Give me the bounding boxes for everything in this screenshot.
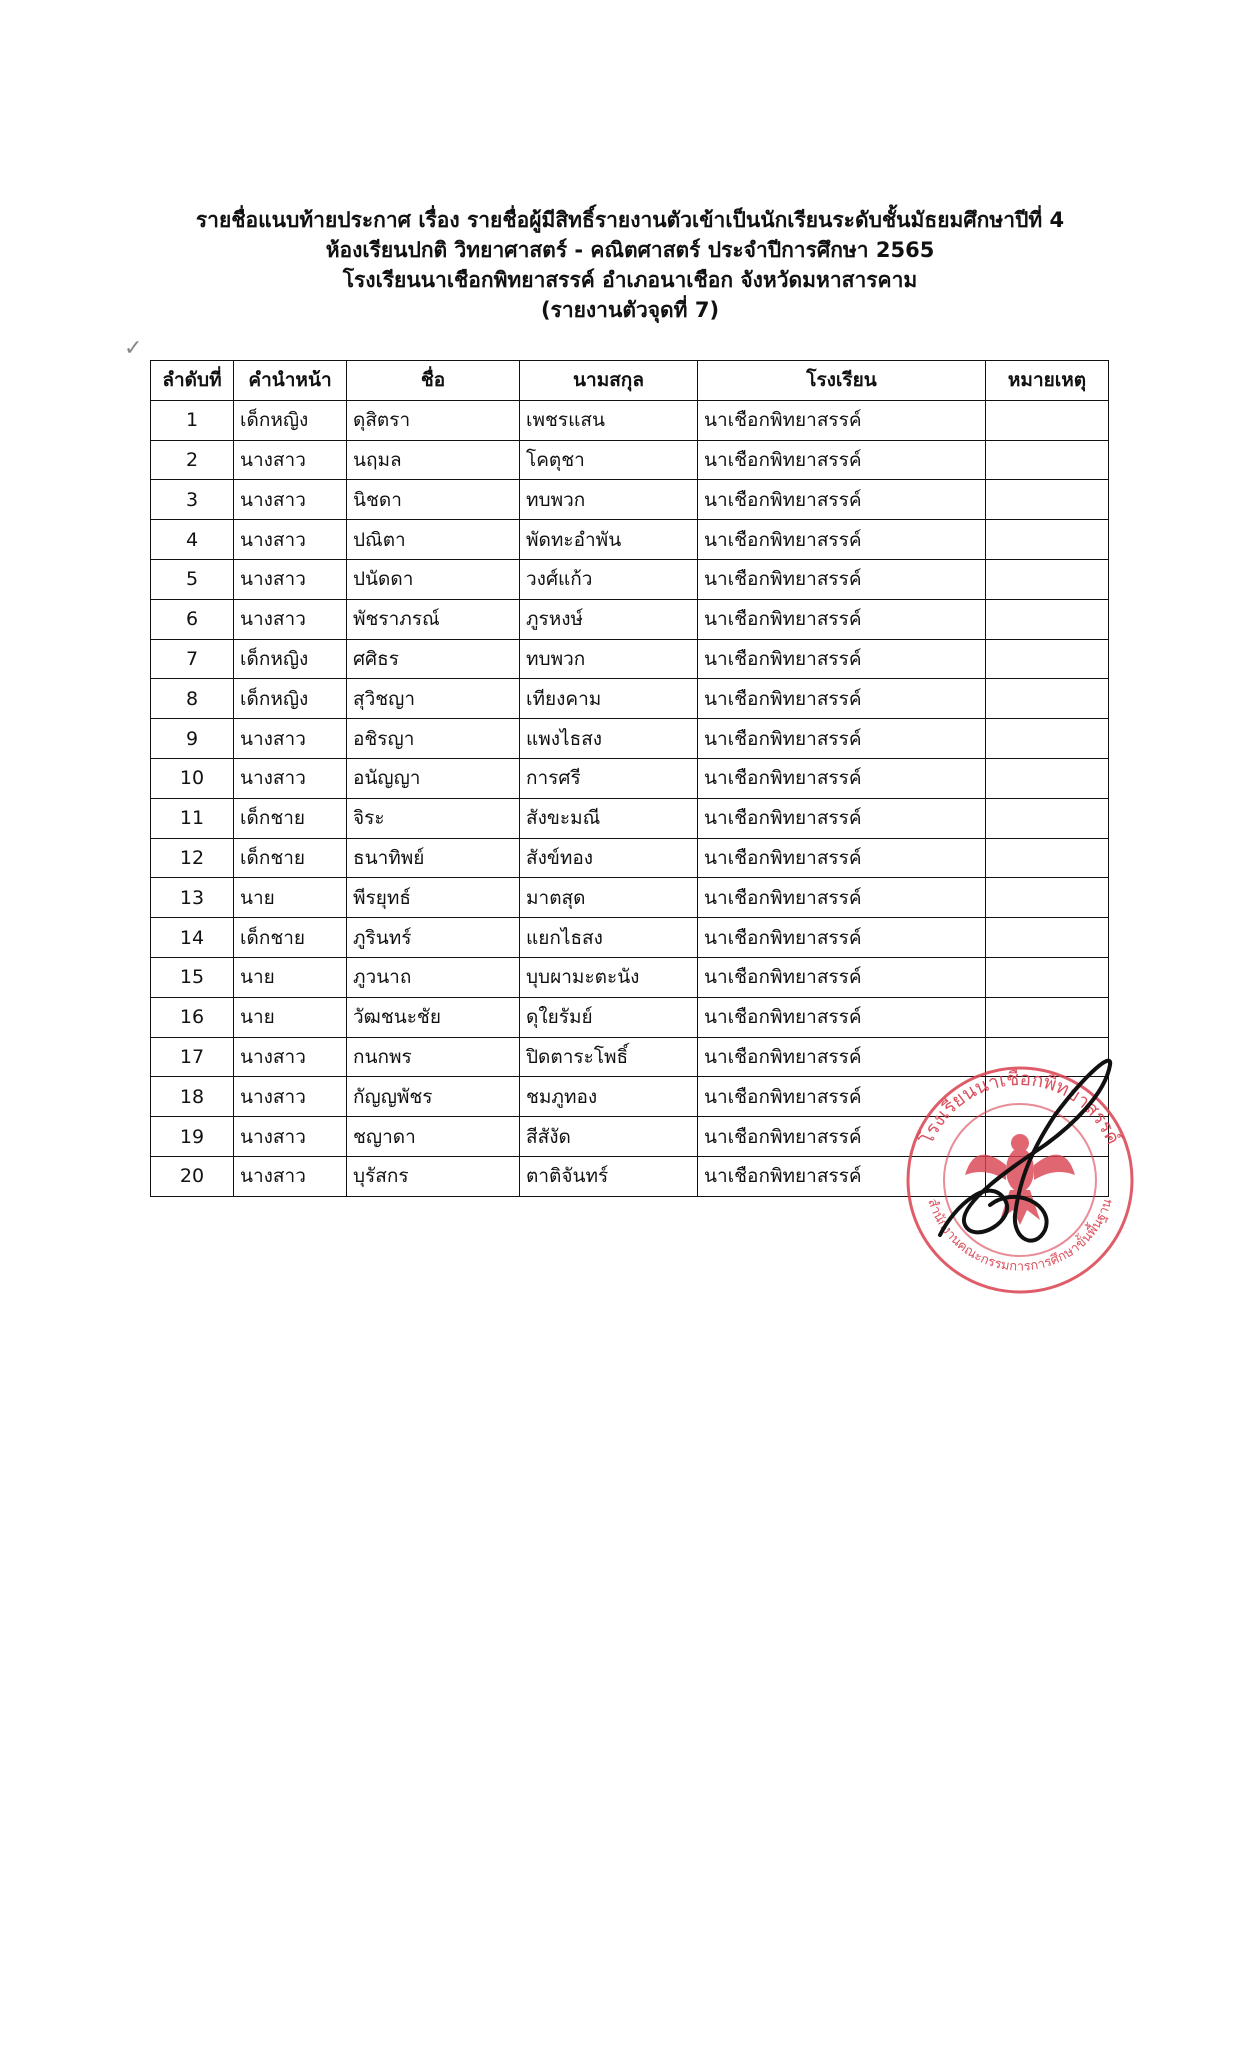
cell-school: นาเชือกพิทยาสรรค์: [698, 520, 986, 560]
cell-surname: ทบพวก: [520, 639, 698, 679]
cell-school: นาเชือกพิทยาสรรค์: [698, 1117, 986, 1157]
cell-surname: เทียงคาม: [520, 679, 698, 719]
table-row: [151, 599, 1109, 639]
table-row: [151, 400, 1109, 440]
cell-surname: ทบพวก: [520, 480, 698, 520]
cell-remark: [986, 679, 1109, 719]
cell-prefix: เด็กหญิง: [234, 679, 347, 719]
garuda-emblem-icon: [965, 1134, 1075, 1225]
cell-prefix: นางสาว: [234, 559, 347, 599]
table-row: [151, 559, 1109, 599]
cell-firstname: ธนาทิพย์: [347, 838, 520, 878]
table-row: [151, 639, 1109, 679]
table-row: [151, 520, 1109, 560]
cell-remark: [986, 559, 1109, 599]
cell-order: 12: [151, 838, 234, 878]
cell-school: นาเชือกพิทยาสรรค์: [698, 997, 986, 1037]
cell-surname: เพชรแสน: [520, 400, 698, 440]
cell-remark: [986, 798, 1109, 838]
cell-surname: แพงไธสง: [520, 719, 698, 759]
col-header-school: โรงเรียน: [698, 361, 986, 401]
cell-surname: บุบผามะตะนัง: [520, 957, 698, 997]
table-row: [151, 918, 1109, 958]
cell-surname: มาตสุด: [520, 878, 698, 918]
cell-surname: วงศ์แก้ว: [520, 559, 698, 599]
cell-school: นาเชือกพิทยาสรรค์: [698, 559, 986, 599]
cell-prefix: นาย: [234, 957, 347, 997]
cell-firstname: ศศิธร: [347, 639, 520, 679]
cell-firstname: ชญาดา: [347, 1117, 520, 1157]
cell-order: 17: [151, 1037, 234, 1077]
cell-order: 18: [151, 1077, 234, 1117]
cell-prefix: นางสาว: [234, 480, 347, 520]
cell-school: นาเชือกพิทยาสรรค์: [698, 957, 986, 997]
cell-firstname: บุรัสกร: [347, 1156, 520, 1196]
cell-prefix: เด็กหญิง: [234, 639, 347, 679]
cell-firstname: พัชราภรณ์: [347, 599, 520, 639]
cell-remark: [986, 838, 1109, 878]
cell-remark: [986, 997, 1109, 1037]
cell-order: 10: [151, 758, 234, 798]
col-header-order: ลำดับที่: [151, 361, 234, 401]
cell-firstname: กัญญพัชร: [347, 1077, 520, 1117]
cell-prefix: นางสาว: [234, 440, 347, 480]
cell-surname: สังข์ทอง: [520, 838, 698, 878]
cell-order: 8: [151, 679, 234, 719]
cell-remark: [986, 480, 1109, 520]
cell-surname: สังขะมณี: [520, 798, 698, 838]
heading-line-3: โรงเรียนนาเชือกพิทยาสรรค์ อำเภอนาเชือก จังหวัดมหาสารคาม: [342, 268, 918, 292]
cell-order: 4: [151, 520, 234, 560]
cell-school: นาเชือกพิทยาสรรค์: [698, 599, 986, 639]
cell-firstname: ภูวนาถ: [347, 957, 520, 997]
cell-firstname: ภูรินทร์: [347, 918, 520, 958]
cell-firstname: กนกพร: [347, 1037, 520, 1077]
cell-surname: ตาติจันทร์: [520, 1156, 698, 1196]
cell-remark: [986, 719, 1109, 759]
cell-firstname: อนัญญา: [347, 758, 520, 798]
table-row: [151, 997, 1109, 1037]
table-header-row: [151, 361, 1109, 401]
cell-firstname: วัฒชนะชัย: [347, 997, 520, 1037]
cell-remark: [986, 957, 1109, 997]
table-row: [151, 838, 1109, 878]
cell-remark: [986, 400, 1109, 440]
cell-surname: ปิดตาระโพธิ์: [520, 1037, 698, 1077]
cell-surname: ชมภูทอง: [520, 1077, 698, 1117]
cell-surname: การศรี: [520, 758, 698, 798]
cell-prefix: นางสาว: [234, 1077, 347, 1117]
cell-prefix: นางสาว: [234, 719, 347, 759]
cell-surname: พัดทะอำพัน: [520, 520, 698, 560]
table-row: [151, 679, 1109, 719]
cell-firstname: พีรยุทธ์: [347, 878, 520, 918]
table-row: [151, 798, 1109, 838]
col-header-firstname: ชื่อ: [347, 361, 520, 401]
table-row: [151, 957, 1109, 997]
cell-remark: [986, 599, 1109, 639]
cell-prefix: เด็กชาย: [234, 918, 347, 958]
cell-school: นาเชือกพิทยาสรรค์: [698, 400, 986, 440]
cell-school: นาเชือกพิทยาสรรค์: [698, 639, 986, 679]
cell-school: นาเชือกพิทยาสรรค์: [698, 1037, 986, 1077]
cell-prefix: นาย: [234, 997, 347, 1037]
cell-order: 20: [151, 1156, 234, 1196]
cell-firstname: ปนัดดา: [347, 559, 520, 599]
cell-order: 13: [151, 878, 234, 918]
cell-order: 16: [151, 997, 234, 1037]
cell-school: นาเชือกพิทยาสรรค์: [698, 878, 986, 918]
cell-order: 2: [151, 440, 234, 480]
cell-school: นาเชือกพิทยาสรรค์: [698, 1077, 986, 1117]
table-row: [151, 878, 1109, 918]
cell-surname: สีสังัด: [520, 1117, 698, 1157]
heading-line-2: ห้องเรียนปกติ วิทยาศาสตร์ - คณิตศาสตร์ ประจำปีการศึกษา 2565: [325, 238, 935, 262]
cell-order: 6: [151, 599, 234, 639]
seal-top-text: โรงเรียนนาเชือกพิทยาสรรค์: [915, 1067, 1125, 1148]
cell-school: นาเชือกพิทยาสรรค์: [698, 719, 986, 759]
cell-prefix: นางสาว: [234, 520, 347, 560]
cell-firstname: ดุสิตรา: [347, 400, 520, 440]
cell-remark: [986, 758, 1109, 798]
cell-firstname: จิระ: [347, 798, 520, 838]
cell-school: นาเชือกพิทยาสรรค์: [698, 440, 986, 480]
cell-firstname: อชิรญา: [347, 719, 520, 759]
cell-remark: [986, 639, 1109, 679]
cell-remark: [986, 520, 1109, 560]
col-header-prefix: คำนำหน้า: [234, 361, 347, 401]
cell-school: นาเชือกพิทยาสรรค์: [698, 679, 986, 719]
cell-order: 1: [151, 400, 234, 440]
cell-order: 7: [151, 639, 234, 679]
col-header-remark: หมายเหตุ: [986, 361, 1109, 401]
col-header-surname: นามสกุล: [520, 361, 698, 401]
cell-prefix: นางสาว: [234, 1156, 347, 1196]
cell-prefix: นางสาว: [234, 1037, 347, 1077]
seal-bottom-text: สำนักงานคณะกรรมการการศึกษาขั้นพื้นฐาน: [924, 1196, 1116, 1275]
cell-school: นาเชือกพิทยาสรรค์: [698, 798, 986, 838]
cell-order: 9: [151, 719, 234, 759]
table-row: [151, 440, 1109, 480]
cell-order: 14: [151, 918, 234, 958]
cell-prefix: นางสาว: [234, 599, 347, 639]
cell-prefix: นางสาว: [234, 758, 347, 798]
cell-remark: [986, 918, 1109, 958]
cell-order: 19: [151, 1117, 234, 1157]
cell-prefix: นาย: [234, 878, 347, 918]
cell-school: นาเชือกพิทยาสรรค์: [698, 1156, 986, 1196]
table-row: [151, 758, 1109, 798]
cell-remark: [986, 878, 1109, 918]
heading-line-4: (รายงานตัวจุดที่ 7): [540, 298, 720, 322]
cell-firstname: ปณิตา: [347, 520, 520, 560]
cell-firstname: สุวิชญา: [347, 679, 520, 719]
table-row: [151, 719, 1109, 759]
cell-prefix: เด็กชาย: [234, 838, 347, 878]
cell-firstname: นิชดา: [347, 480, 520, 520]
cell-order: 15: [151, 957, 234, 997]
table-row: [151, 480, 1109, 520]
cell-remark: [986, 440, 1109, 480]
cell-school: นาเชือกพิทยาสรรค์: [698, 758, 986, 798]
announcement-heading: [180, 205, 1080, 325]
cell-order: 5: [151, 559, 234, 599]
cell-surname: โคตุชา: [520, 440, 698, 480]
cell-firstname: นฤมล: [347, 440, 520, 480]
cell-school: นาเชือกพิทยาสรรค์: [698, 838, 986, 878]
cell-surname: ดุใยรัมย์: [520, 997, 698, 1037]
cell-prefix: เด็กหญิง: [234, 400, 347, 440]
cell-school: นาเชือกพิทยาสรรค์: [698, 480, 986, 520]
school-seal-stamp: [895, 1055, 1145, 1305]
cell-surname: แยกไธสง: [520, 918, 698, 958]
cell-prefix: เด็กชาย: [234, 798, 347, 838]
cell-school: นาเชือกพิทยาสรรค์: [698, 918, 986, 958]
cell-order: 3: [151, 480, 234, 520]
heading-line-1: รายชื่อแนบท้ายประกาศ เรื่อง รายชื่อผู้มีสิทธิ์รายงานตัวเข้าเป็นนักเรียนระดับชั้นมัธยมศึกษาปีที่ 4: [195, 208, 1065, 232]
check-mark-icon: ✓: [124, 336, 143, 361]
cell-order: 11: [151, 798, 234, 838]
cell-surname: ภูรหงษ์: [520, 599, 698, 639]
cell-prefix: นางสาว: [234, 1117, 347, 1157]
